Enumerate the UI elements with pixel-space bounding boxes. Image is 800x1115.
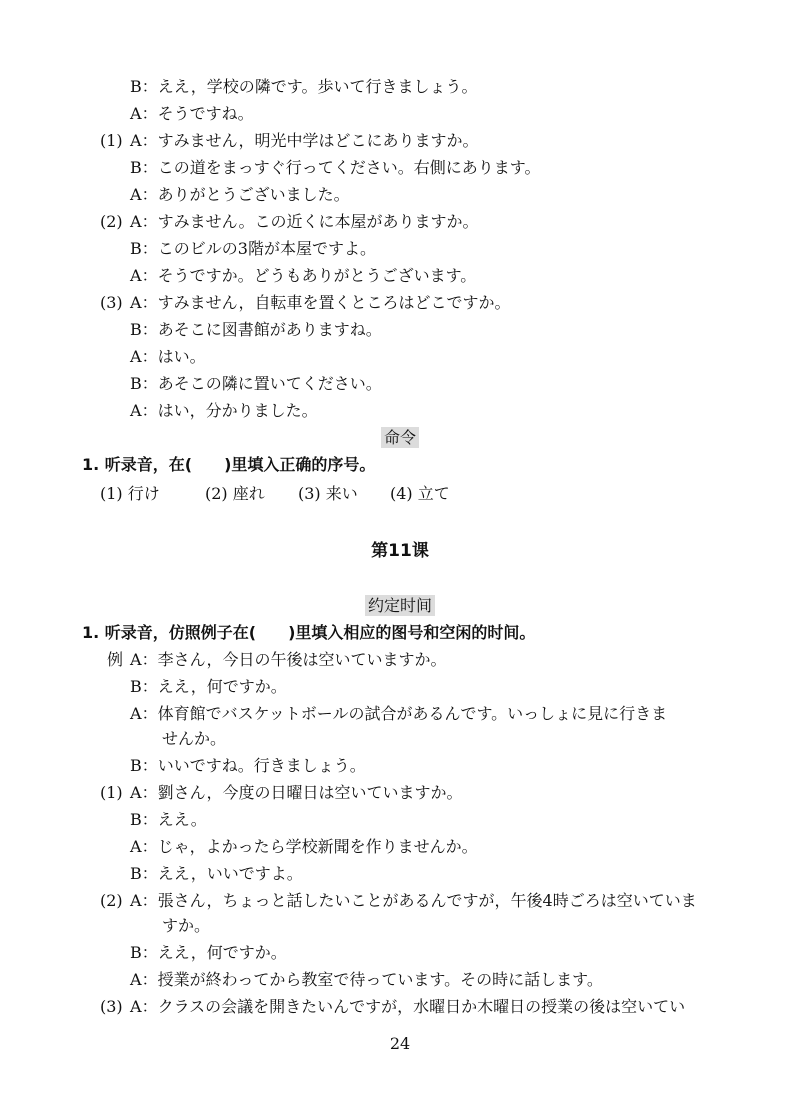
item-number: (3) xyxy=(100,293,123,312)
dialogue-text: いいですね。行きましょう。 xyxy=(157,756,366,775)
dialogue-text: そうですね。 xyxy=(157,104,254,123)
speaker-label: A xyxy=(130,837,142,856)
dialogue-line xyxy=(162,728,226,750)
item-number: (1) xyxy=(100,783,123,802)
speaker-label: A xyxy=(130,997,142,1016)
dialogue-text: 授業が終わってから教室で待っています。その時に話します。 xyxy=(157,970,603,989)
dialogue-text: すみません，自転車を置くところはどこですか。 xyxy=(157,293,511,312)
dialogue-line: B：ええ，学校の隣です。歩いて行きましょう。 xyxy=(130,77,478,96)
dialogue-text: あそこの隣に置いてください。 xyxy=(157,374,382,393)
speaker-label: A xyxy=(130,104,142,123)
dialogue-text: すみません。この近くに本屋がありますか。 xyxy=(157,212,479,231)
item-number: (3) xyxy=(100,997,123,1016)
speaker-label: A xyxy=(130,650,142,669)
dialogue-text: せんか。 xyxy=(162,729,227,748)
dialogue-line: A：ありがとうございました。 xyxy=(130,185,350,204)
dialogue-text: はい，分かりました。 xyxy=(157,401,318,420)
speaker-label: B xyxy=(130,810,142,829)
dialogue-line: A：はい，分かりました。 xyxy=(130,401,318,420)
page-number: 24 xyxy=(389,1034,411,1053)
speaker-label: A xyxy=(130,131,142,150)
dialogue-line: B：いいですね。行きましょう。 xyxy=(130,756,366,775)
dialogue-line: (1) A：すみません，明光中学はどこにありますか。 xyxy=(100,131,479,150)
dialogue-text: クラスの会議を開きたいんですが，水曜日か木曜日の授業の後は空いてい xyxy=(157,997,686,1016)
option-item: (1) 行け xyxy=(100,484,160,503)
dialogue-text: ありがとうございました。 xyxy=(157,185,350,204)
exercise-instruction: 1. 听录音，在( )里填入正确的序号。 xyxy=(82,455,376,474)
speaker-label: B xyxy=(130,320,142,339)
speaker-label: A xyxy=(130,347,142,366)
dialogue-line: B：ええ，いいですよ。 xyxy=(130,864,303,883)
dialogue-text: ええ，何ですか。 xyxy=(157,943,287,962)
dialogue-line: A：授業が終わってから教室で待っています。その時に話します。 xyxy=(130,970,603,989)
item-number: (2) xyxy=(100,891,123,910)
dialogue-line: B：あそこに図書館がありますね。 xyxy=(130,320,382,339)
option-item: (4) 立て xyxy=(390,484,450,503)
lesson-title: 第11课 xyxy=(371,541,429,561)
dialogue-text: 体育館でバスケットボールの試合があるんです。いっしょに見に行きま xyxy=(157,704,668,723)
speaker-label: B xyxy=(130,158,142,177)
dialogue-line: A：体育館でバスケットボールの試合があるんです。いっしょに見に行きま xyxy=(130,704,668,723)
speaker-label: B xyxy=(130,677,142,696)
dialogue-text: はい。 xyxy=(157,347,206,366)
speaker-label: A xyxy=(130,212,142,231)
exercise-instruction: 1. 听录音，仿照例子在( )里填入相应的图号和空闲的时间。 xyxy=(82,623,536,642)
speaker-label: B xyxy=(130,77,142,96)
item-number: 例 xyxy=(106,650,123,669)
dialogue-text: この道をまっすぐ行ってください。右側にあります。 xyxy=(157,158,541,177)
dialogue-text: すか。 xyxy=(162,916,211,935)
speaker-label: A xyxy=(130,891,142,910)
speaker-label: A xyxy=(130,783,142,802)
speaker-label: B xyxy=(130,864,142,883)
dialogue-line: (3) A：クラスの会議を開きたいんですが，水曜日か木曜日の授業の後は空いてい xyxy=(100,997,686,1016)
dialogue-text: 劉さん，今度の日曜日は空いていますか。 xyxy=(157,783,463,802)
dialogue-line: B：ええ。 xyxy=(130,810,207,829)
dialogue-line: B：このビルの3階が本屋ですよ。 xyxy=(130,239,376,258)
dialogue-text: ええ，いいですよ。 xyxy=(157,864,303,883)
dialogue-line: A：そうですね。 xyxy=(130,104,254,123)
speaker-label: B xyxy=(130,239,142,258)
item-number: (2) xyxy=(100,212,123,231)
dialogue-text: あそこに図書館がありますね。 xyxy=(157,320,382,339)
dialogue-text: そうですか。どうもありがとうございます。 xyxy=(157,266,477,285)
option-item: (3) 来い xyxy=(298,484,358,503)
dialogue-text: ええ，学校の隣です。歩いて行きましょう。 xyxy=(157,77,478,96)
dialogue-text: すみません，明光中学はどこにありますか。 xyxy=(157,131,479,150)
dialogue-line xyxy=(162,915,210,937)
speaker-label: A xyxy=(130,266,142,285)
dialogue-text: 李さん，今日の午後は空いていますか。 xyxy=(157,650,447,669)
dialogue-line: (2) A：張さん，ちょっと話したいことがあるんですが，午後4時ごろは空いていま xyxy=(100,891,697,910)
dialogue-text: ええ，何ですか。 xyxy=(157,677,287,696)
dialogue-line: A：はい。 xyxy=(130,347,206,366)
dialogue-line: B：ええ，何ですか。 xyxy=(130,677,287,696)
dialogue-line: B：あそこの隣に置いてください。 xyxy=(130,374,382,393)
section-heading-yakusoku: 约定时间 xyxy=(0,595,800,617)
dialogue-text: このビルの3階が本屋ですよ。 xyxy=(157,239,376,258)
dialogue-line: (2) A：すみません。この近くに本屋がありますか。 xyxy=(100,212,479,231)
speaker-label: A xyxy=(130,401,142,420)
speaker-label: A xyxy=(130,704,142,723)
option-item: (2) 座れ xyxy=(205,484,265,503)
dialogue-text: ええ。 xyxy=(157,810,207,829)
dialogue-line: B：ええ，何ですか。 xyxy=(130,943,287,962)
dialogue-line: 例 A：李さん，今日の午後は空いていますか。 xyxy=(100,649,447,671)
section-heading-meirei: 命令 xyxy=(0,427,800,449)
dialogue-line: A：じゃ，よかったら学校新聞を作りませんか。 xyxy=(130,837,478,856)
speaker-label: A xyxy=(130,185,142,204)
dialogue-line: A：そうですか。どうもありがとうございます。 xyxy=(130,266,477,285)
dialogue-line: (1) A：劉さん，今度の日曜日は空いていますか。 xyxy=(100,783,463,802)
dialogue-line: (3) A：すみません，自転車を置くところはどこですか。 xyxy=(100,293,511,312)
speaker-label: B xyxy=(130,943,142,962)
speaker-label: B xyxy=(130,374,142,393)
dialogue-text: 張さん，ちょっと話したいことがあるんですが，午後4時ごろは空いていま xyxy=(157,891,697,910)
dialogue-line: B：この道をまっすぐ行ってください。右側にあります。 xyxy=(130,158,541,177)
speaker-label: B xyxy=(130,756,142,775)
speaker-label: A xyxy=(130,970,142,989)
dialogue-text: じゃ，よかったら学校新聞を作りませんか。 xyxy=(157,837,478,856)
item-number: (1) xyxy=(100,131,123,150)
speaker-label: A xyxy=(130,293,142,312)
